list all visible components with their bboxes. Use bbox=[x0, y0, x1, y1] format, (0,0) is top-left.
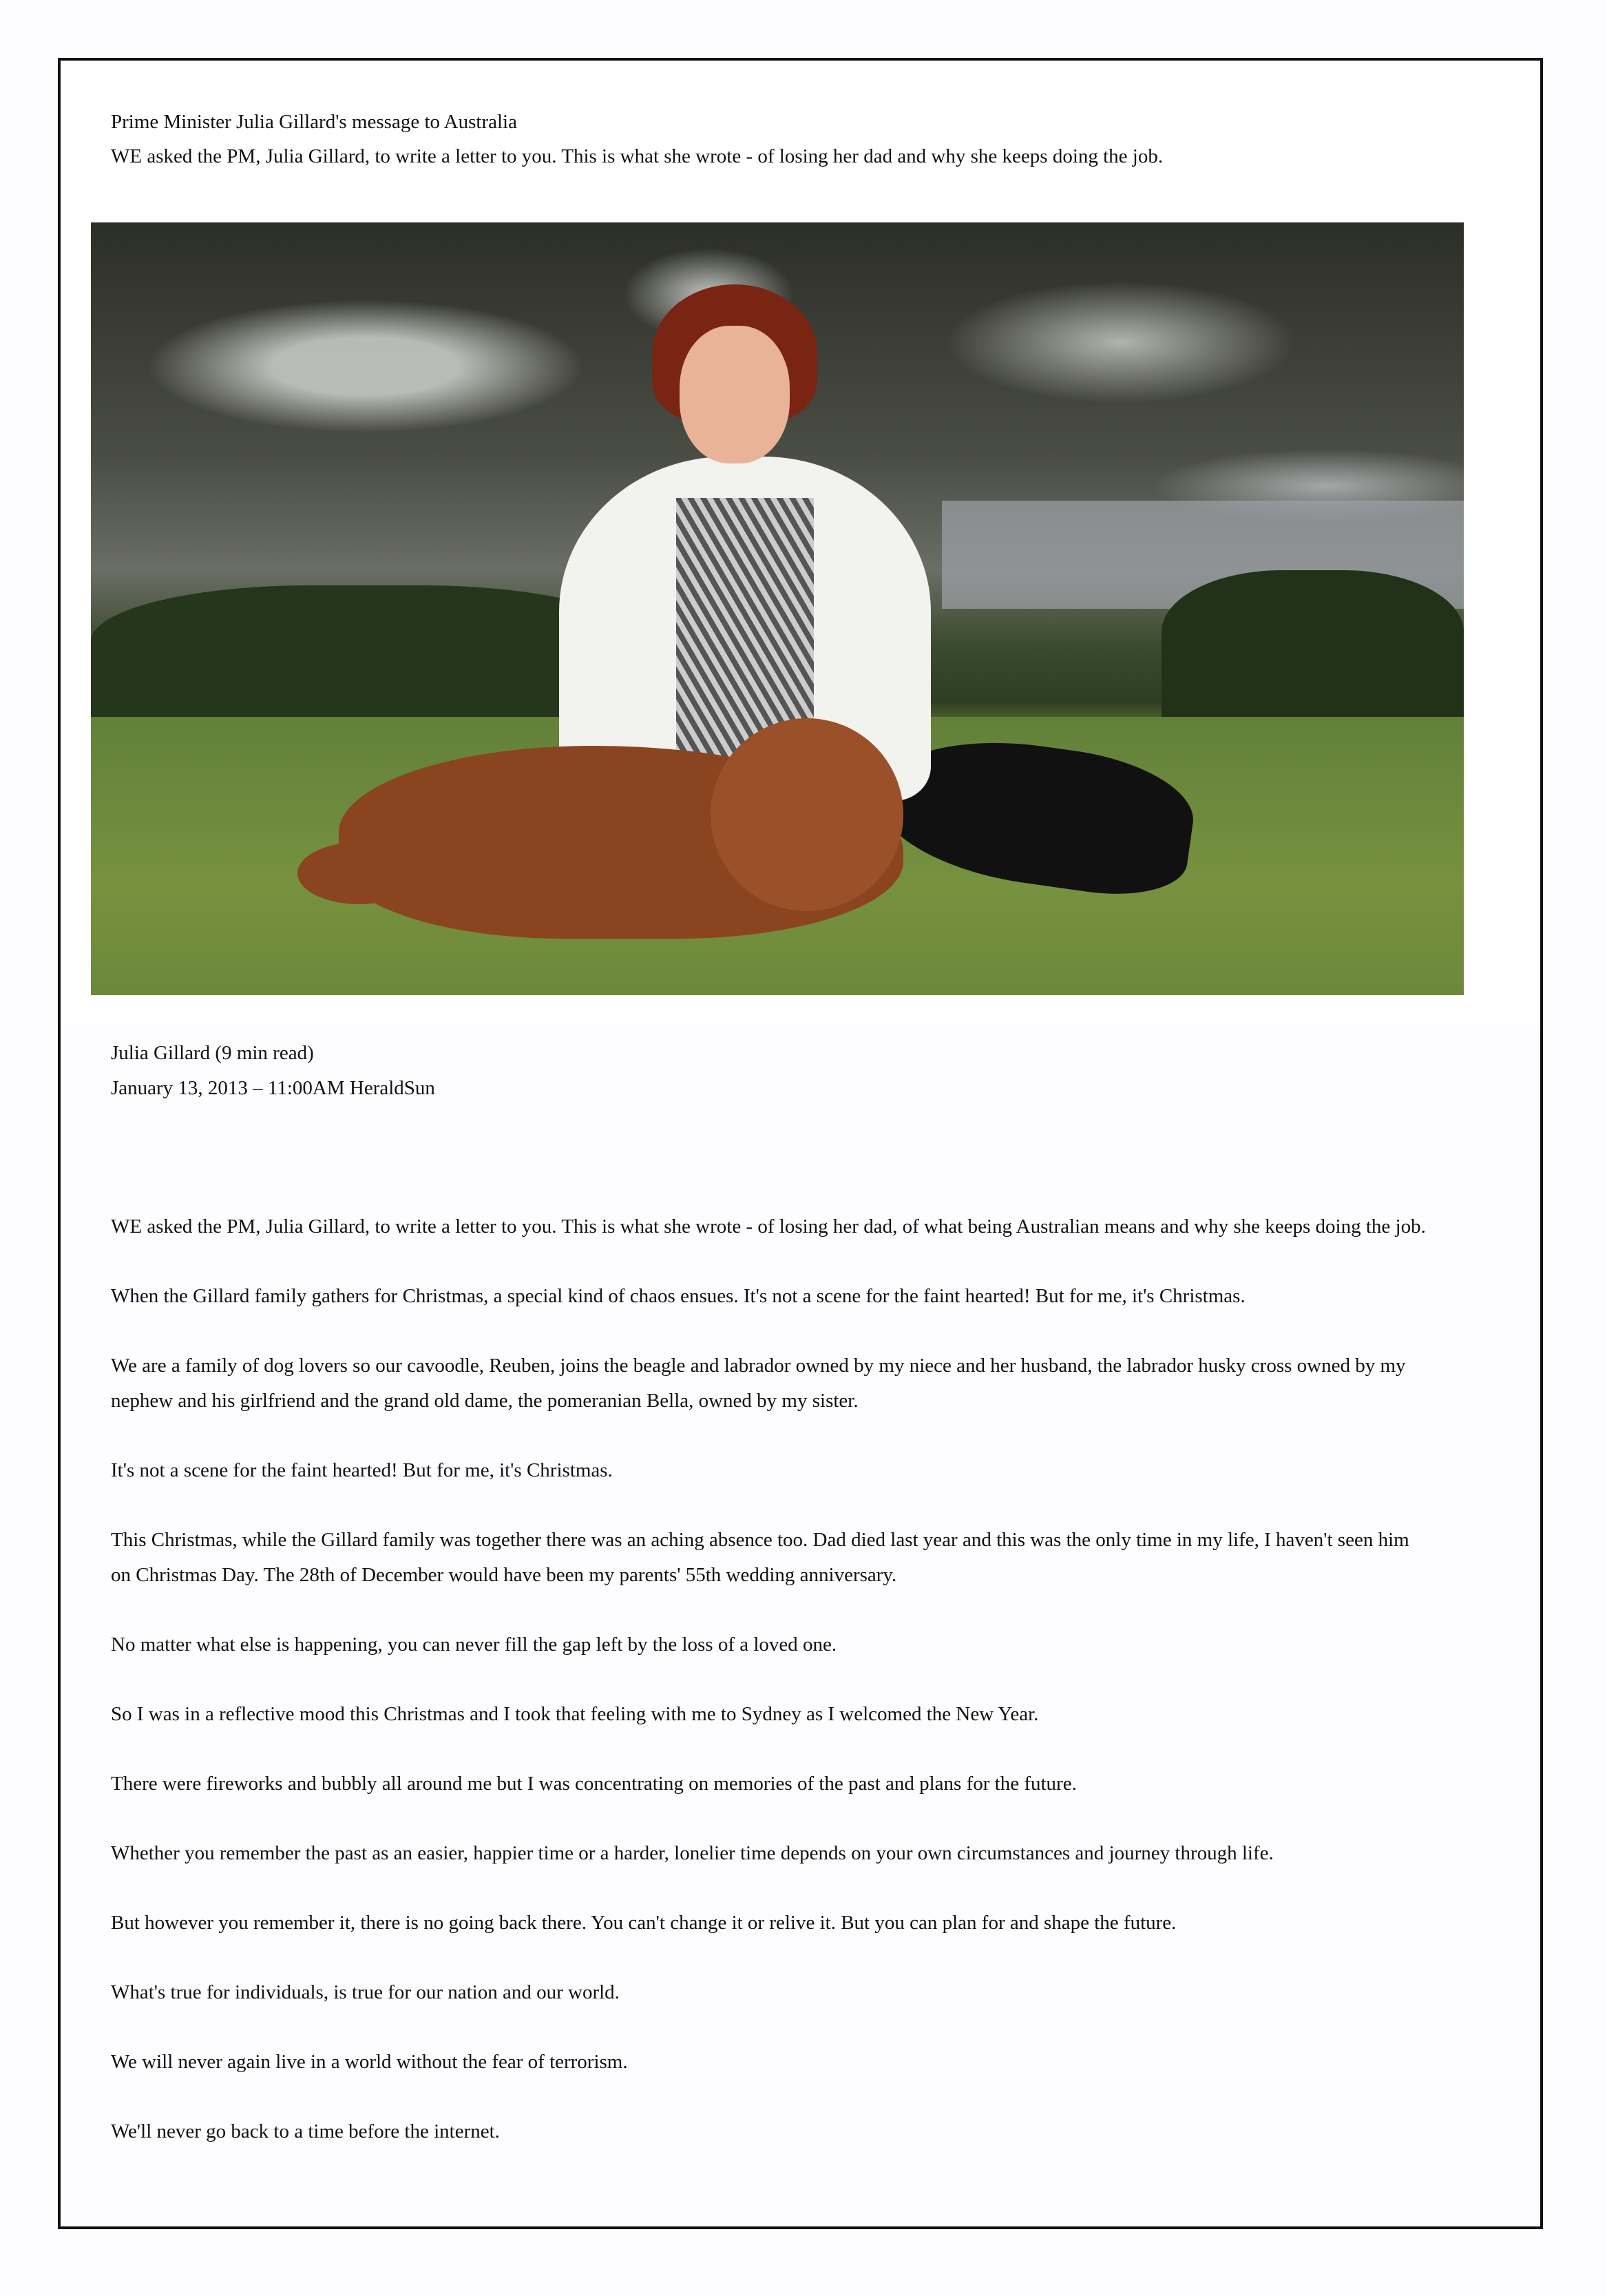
paragraph-line: on Christmas Day. The 28th of December would have been my parents' 55th wedding anniversary. bbox=[111, 1564, 897, 1586]
paragraph-line: It's not a scene for the faint hearted! But for me, it's Christmas. bbox=[111, 1459, 613, 1481]
paragraph-line: There were fireworks and bubbly all around me but I was concentrating on memories of the past and plans for the future. bbox=[111, 1773, 1077, 1795]
paragraph-line: No matter what else is happening, you can never fill the gap left by the loss of a loved one. bbox=[111, 1634, 837, 1656]
paragraph-line: But however you remember it, there is no going back there. You can't change it or relive it. But you can plan for and shape the future. bbox=[111, 1912, 1177, 1934]
paragraph-line: WE asked the PM, Julia Gillard, to write a letter to you. This is what she wrote - of losing her dad, of what being Australian means and why she keeps doing the job. bbox=[111, 1215, 1426, 1238]
article-title: Prime Minister Julia Gillard's message to Australia bbox=[111, 111, 517, 133]
author-line: Julia Gillard (9 min read) bbox=[111, 1042, 314, 1064]
paragraph-line: We are a family of dog lovers so our cavoodle, Reuben, joins the beagle and labrador owned by my niece and her husband, the labrador husky cross owned by my bbox=[111, 1355, 1406, 1377]
article-photo bbox=[91, 222, 1464, 995]
paragraph-line: What's true for individuals, is true for our nation and our world. bbox=[111, 1981, 620, 2003]
paragraph-line: So I was in a reflective mood this Christmas and I took that feeling with me to Sydney as I welcomed the New Year. bbox=[111, 1703, 1039, 1725]
paragraph-line: We'll never go back to a time before the internet. bbox=[111, 2120, 500, 2142]
date-line: January 13, 2013 – 11:00AM HeraldSun bbox=[111, 1077, 435, 1099]
paragraph-line: nephew and his girlfriend and the grand old dame, the pomeranian Bella, owned by my sister. bbox=[111, 1390, 859, 1412]
paragraph-line: We will never again live in a world without the fear of terrorism. bbox=[111, 2051, 628, 2073]
paragraph-line: When the Gillard family gathers for Christmas, a special kind of chaos ensues. It's not a scene for the faint hearted! But for me, it's Christmas. bbox=[111, 1285, 1246, 1307]
paragraph-line: This Christmas, while the Gillard family was together there was an aching absence too. Dad died last year and this was the only time in my life, I haven't seen him bbox=[111, 1529, 1409, 1551]
article-standfirst: WE asked the PM, Julia Gillard, to write a letter to you. This is what she wrote - of losing her dad and why she keeps doing the job. bbox=[111, 145, 1164, 167]
paragraph-line: Whether you remember the past as an easier, happier time or a harder, lonelier time depends on your own circumstances and journey through life. bbox=[111, 1842, 1274, 1864]
